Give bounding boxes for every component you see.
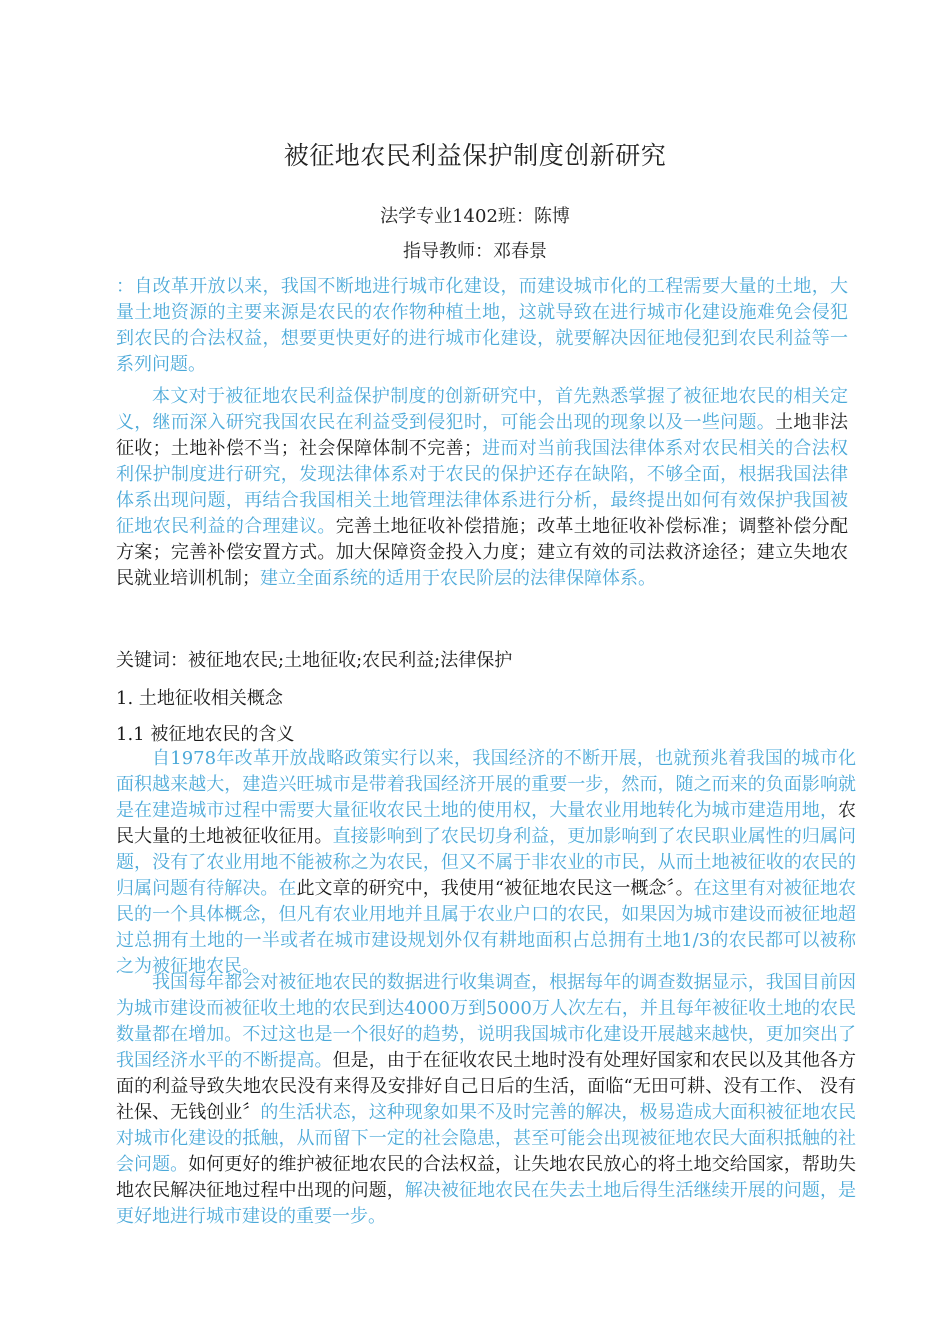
document-title: 被征地农民利益保护制度创新研究 xyxy=(283,141,667,170)
body-p2-segment-1: 我国每年都会对被征地农民的数据进行收集调查，根据每年的调查数据显示，我国目前因为城市建设而被征收土地的农民到达4000万到5000万人次左右，并且每年被征收土地的农民数量都在增加。不过这也是一个很好的趋势，说明我国城市化建设开展越来越快，更加突出了我国经济水平的不断提高。 xyxy=(116,972,856,1071)
author-line: 法学专业1402班：陈博 xyxy=(380,206,570,227)
body-paragraph-2 xyxy=(116,970,856,1230)
advisor-line: 指导教师：邓春景 xyxy=(403,241,547,262)
abstract-p2-segment-5: 建立全面系统的适用于农民阶层的法律保障体系。 xyxy=(260,568,656,589)
subsection-heading: 1.1 被征地农民的含义 xyxy=(116,724,295,745)
body-p1-segment-2: 农民大量的土地被征收征用。 xyxy=(116,800,856,847)
body-p1-segment-5: 在这里有对被征地农民的一个具体概念，但凡有农业用地并且属于农业户口的农民，如果因为城市建设而被征地超过总拥有土地的一半或者在城市建设规划外仅有耕地面积占总拥有土地1/3的农民都可以被称之为被征地农民。 xyxy=(116,878,857,977)
abstract-colon: ： xyxy=(116,276,135,297)
body-p1-segment-4: 此文章的研究中，我使用“被征地农民这一概念〞。 xyxy=(296,878,694,899)
keywords-line: 关键词：被征地农民;土地征收;农民利益;法律保护 xyxy=(116,650,513,671)
body-p1-segment-3: 直接影响到了农民切身利益，更加影响到了农民职业属性的归属问题，没有了农业用地不能被称之为农民，但又不属于非农业的市民，从而土地被征收的农民的归属问题有待解决。在 xyxy=(116,826,857,899)
abstract-p2-segment-1: 本文对于被征地农民利益保护制度的创新研究中，首先熟悉掌握了被征地农民的相关定义，继而深入研究我国农民在利益受到侵犯时，可能会出现的现象以及一些问题。 xyxy=(116,386,848,433)
body-p2-segment-4: 如何更好的维护被征地农民的合法权益，让失地农民放心的将土地交给国家，帮助失地农民解决征地过程中出现的问题， xyxy=(116,1154,856,1201)
abstract-paragraph-2 xyxy=(116,384,848,592)
body-p1-segment-1: 自1978年改革开放战略政策实行以来，我国经济的不断开展，也就预兆着我国的城市化面积越来越大，建造兴旺城市是带着我国经济开展的重要一步，然而，随之而来的负面影响就是在建造城市过程中需要大量征收农民土地的使用权，大量农业用地转化为城市建造用地， xyxy=(116,748,856,821)
section-heading: 1. 土地征收相关概念 xyxy=(116,688,283,709)
abstract-p2-segment-2: 土地非法征收；土地补偿不当；社会保障体制不完善； xyxy=(116,412,849,459)
abstract-p1-text: 自改革开放以来，我国不断地进行城市化建设，而建设城市化的工程需要大量的土地，大量土地资源的主要来源是农民的农作物种植土地，这就导致在进行城市化建设施难免会侵犯到农民的合法权益，想要更快更好的进行城市化建设，就要解决因征地侵犯到农民利益等一系列问题。 xyxy=(116,276,849,375)
body-p2-segment-5: 解决被征地农民在失去土地后得生活继续开展的问题，是更好地进行城市建设的重要一步。 xyxy=(116,1180,857,1227)
body-p2-segment-2: 但是，由于在征收农民土地时没有处理好国家和农民以及其他各方面的利益导致失地农民没有来得及安排好自己日后的生活，面临“无田可耕、没有工作、 没有社保、无钱创业〞 xyxy=(116,1050,857,1123)
abstract-p2-segment-3: 进而对当前我国法律体系对农民相关的合法权利保护制度进行研究，发现法律体系对于农民的保护还存在缺陷，不够全面，根据我国法律体系出现问题，再结合我国相关土地管理法律体系进行分析，最终提出如何有效保护我国被征地农民利益的合理建议。 xyxy=(116,438,848,537)
abstract-paragraph-1 xyxy=(116,274,848,378)
abstract-p2-segment-4: 完善土地征收补偿措施；改革土地征收补偿标准；调整补偿分配方案；完善补偿安置方式。加大保障资金投入力度；建立有效的司法救济途径；建立失地农民就业培训机制； xyxy=(116,516,849,589)
body-p2-segment-3: 的生活状态，这种现象如果不及时完善的解决，极易造成大面积被征地农民对城市化建设的抵触，从而留下一定的社会隐患，甚至可能会出现被征地农民大面积抵触的社会问题。 xyxy=(116,1102,857,1175)
body-paragraph-1 xyxy=(116,746,856,980)
